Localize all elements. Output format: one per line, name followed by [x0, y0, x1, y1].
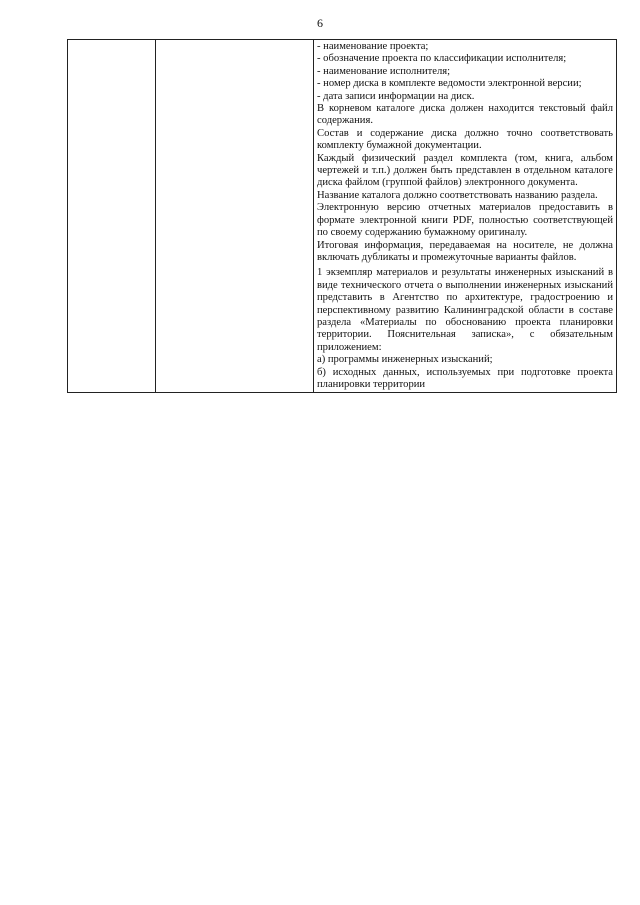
table-cell-parameter: [156, 40, 314, 393]
paragraph: Электронную версию отчетных материалов предоставить в формате электронной книги PDF, полностью соответствующей по своему содержанию бумажному оригиналу.: [317, 202, 613, 239]
list-item: а) программы инженерных изысканий;: [317, 354, 493, 366]
table-cell-number: [68, 40, 156, 393]
paragraph: Название каталога должно соответствовать названию раздела.: [317, 189, 598, 201]
paragraph: Каждый физический раздел комплекта (том, книга, альбом чертежей и т.п.) должен быть представлен в отдельном каталоге диска файлом (группой файлов) электронного документа.: [317, 152, 613, 189]
paragraph: Состав и содержание диска должно точно соответствовать комплекту бумажной документации.: [317, 127, 613, 152]
paragraph: Итоговая информация, передаваемая на носителе, не должна включать дубликаты и промежуточные варианты файлов.: [317, 239, 613, 263]
list-item: - обозначение проекта по классификации исполнителя;: [317, 53, 567, 65]
list-item: - номер диска в комплекте ведомости электронной версии;: [317, 78, 582, 90]
list-item: б) исходных данных, используемых при подготовке проекта планировки территории: [317, 366, 613, 390]
requirements-table: [67, 39, 617, 393]
table-cell-requirements: [314, 40, 617, 393]
paragraph: 1 экземпляр материалов и результаты инженерных изысканий в виде технического отчета о выполнении инженерных изысканий представить в Агентство по архитектуре, градостроению и перспективному развитию Калининградской области в составе раздела «Материалы по обоснованию проекта планировки территории. Пояснительная записка», с обязательным приложением:: [317, 267, 613, 353]
table-row: [68, 40, 617, 393]
list-item: - наименование исполнителя;: [317, 65, 451, 77]
list-item: - наименование проекта;: [317, 41, 429, 52]
paragraph: В корневом каталоге диска должен находится текстовый файл содержания.: [317, 103, 613, 127]
list-item: - дата записи информации на диск.: [317, 90, 475, 102]
page-number: 6: [317, 16, 323, 30]
